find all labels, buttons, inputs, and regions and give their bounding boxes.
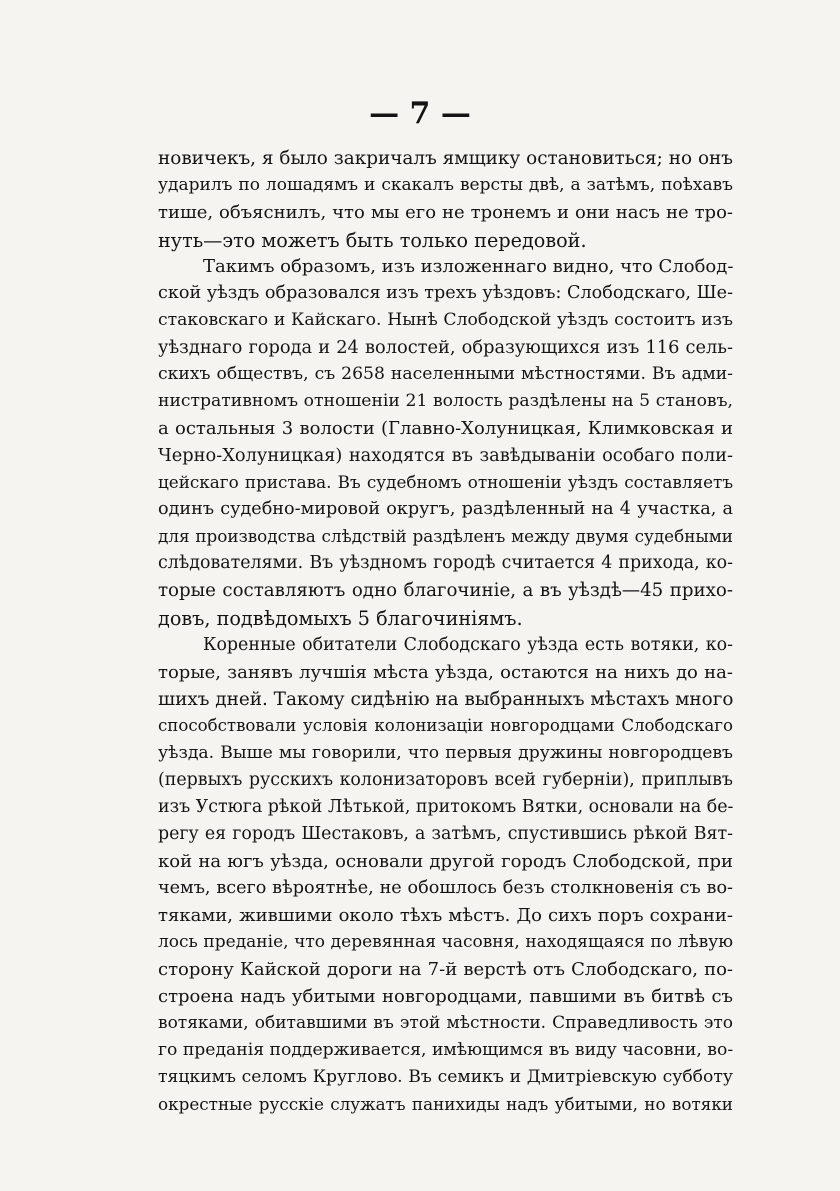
text-line: го преданія поддерживается, имѣющимся въ виду часовни, во- (158, 1040, 734, 1060)
text-line: новичекъ, я было закричалъ ямщику остановиться; но онъ (158, 148, 733, 169)
text-line: Черно-Холуницкая) находятся въ завѣдываніи особаго поли- (158, 445, 733, 466)
text-line: Такимъ образомъ, изъ изложеннаго видно, что Слобод- (203, 256, 734, 277)
text-line: вотяками, обитавшими въ этой мѣстности. Справедливость это (158, 1013, 733, 1033)
text-line: тяцкимъ селомъ Кругловo. Въ семикъ и Дмитріевскую субботу (158, 1067, 733, 1087)
text-line: одинъ судебно-мировой округъ, раздѣленный на 4 участка, а (158, 499, 733, 519)
text-line: кой на югъ уѣзда, основали другой городъ Слободской, при (158, 851, 733, 872)
text-line: стаковскаго и Кайскаго. Нынѣ Слободской уѣздъ состоитъ изъ (158, 310, 733, 330)
text-line: уѣзднаго города и 24 волостей, образующихся изъ 116 сель- (158, 337, 733, 358)
text-line: изъ Устюга рѣкой Лѣтькой, притокомъ Вятки, основали на бе- (158, 797, 734, 817)
text-line: регу ея городъ Шестаковъ, а затѣмъ, спустившись рѣкой Вят- (158, 824, 733, 844)
text-line: окрестные русскіе служатъ панихиды надъ убитыми, но вотяки (158, 1094, 733, 1114)
text-line: торые, занявъ лучшія мѣста уѣзда, остаются на нихъ до на- (158, 662, 733, 683)
text-line: нуть—это можетъ быть только передовой. (158, 229, 587, 252)
text-line: скихъ обществъ, съ 2658 населенными мѣстностями. Въ адми- (158, 364, 733, 384)
text-line: слѣдователями. Въ уѣздномъ городѣ считается 4 прихода, ко- (158, 553, 733, 573)
text-line: ской уѣздъ образовался изъ трехъ уѣздовъ: Слободскаго, Ше- (158, 283, 734, 303)
text-line: ударилъ по лошадямъ и скакалъ версты двѣ, а затѣмъ, поѣхавъ (158, 175, 733, 195)
text-line: торые составляютъ одно благочиніе, а въ уѣздѣ—45 прихо- (158, 580, 733, 601)
text-line: цейскаго пристава. Въ судебномъ отношеніи уѣздъ составляетъ (158, 472, 733, 492)
text-line: довъ, подвѣдомыхъ 5 благочиніямъ. (158, 607, 523, 630)
text-line: чемъ, всего вѣроятнѣе, не обошлось безъ столкновенія съ во- (158, 878, 733, 898)
text-line: сторону Кайской дороги на 7-й верстѣ отъ Слободскаго, по- (158, 959, 733, 980)
text-line: уѣзда. Выше мы говорили, что первыя дружины новгородцевъ (158, 743, 733, 763)
text-line: строена надъ убитыми новгородцами, павшими въ битвѣ съ (158, 986, 733, 1007)
text-line: способствовали условія колонизаціи новгородцами Слободскаго (158, 716, 733, 735)
text-line: шихъ дней. Такому сидѣнію на выбранныхъ мѣстахъ много (158, 689, 734, 710)
text-line: нистративномъ отношеніи 21 волость раздѣлены на 5 становъ, (158, 391, 733, 411)
text-line: (первыхъ русскихъ колонизаторовъ всей губерніи), приплывъ (158, 770, 733, 790)
text-line: лось преданіе, что деревянная часовня, находящаяся по лѣвую (158, 932, 733, 952)
text-line: а остальныя 3 волости (Главно-Холуницкая, Климковская и (158, 418, 733, 439)
page-number: — 7 — (369, 96, 471, 131)
text-line: для производства слѣдствій раздѣленъ между двумя судебными (158, 526, 733, 546)
text-line: Коренные обитатели Слободскаго уѣзда есть вотяки, ко- (203, 635, 733, 655)
text-line: тише, объяснилъ, что мы его не тронемъ и они насъ не тро- (158, 202, 733, 223)
text-line: тяками, жившими около тѣхъ мѣстъ. До сихъ поръ сохрани- (158, 905, 733, 926)
